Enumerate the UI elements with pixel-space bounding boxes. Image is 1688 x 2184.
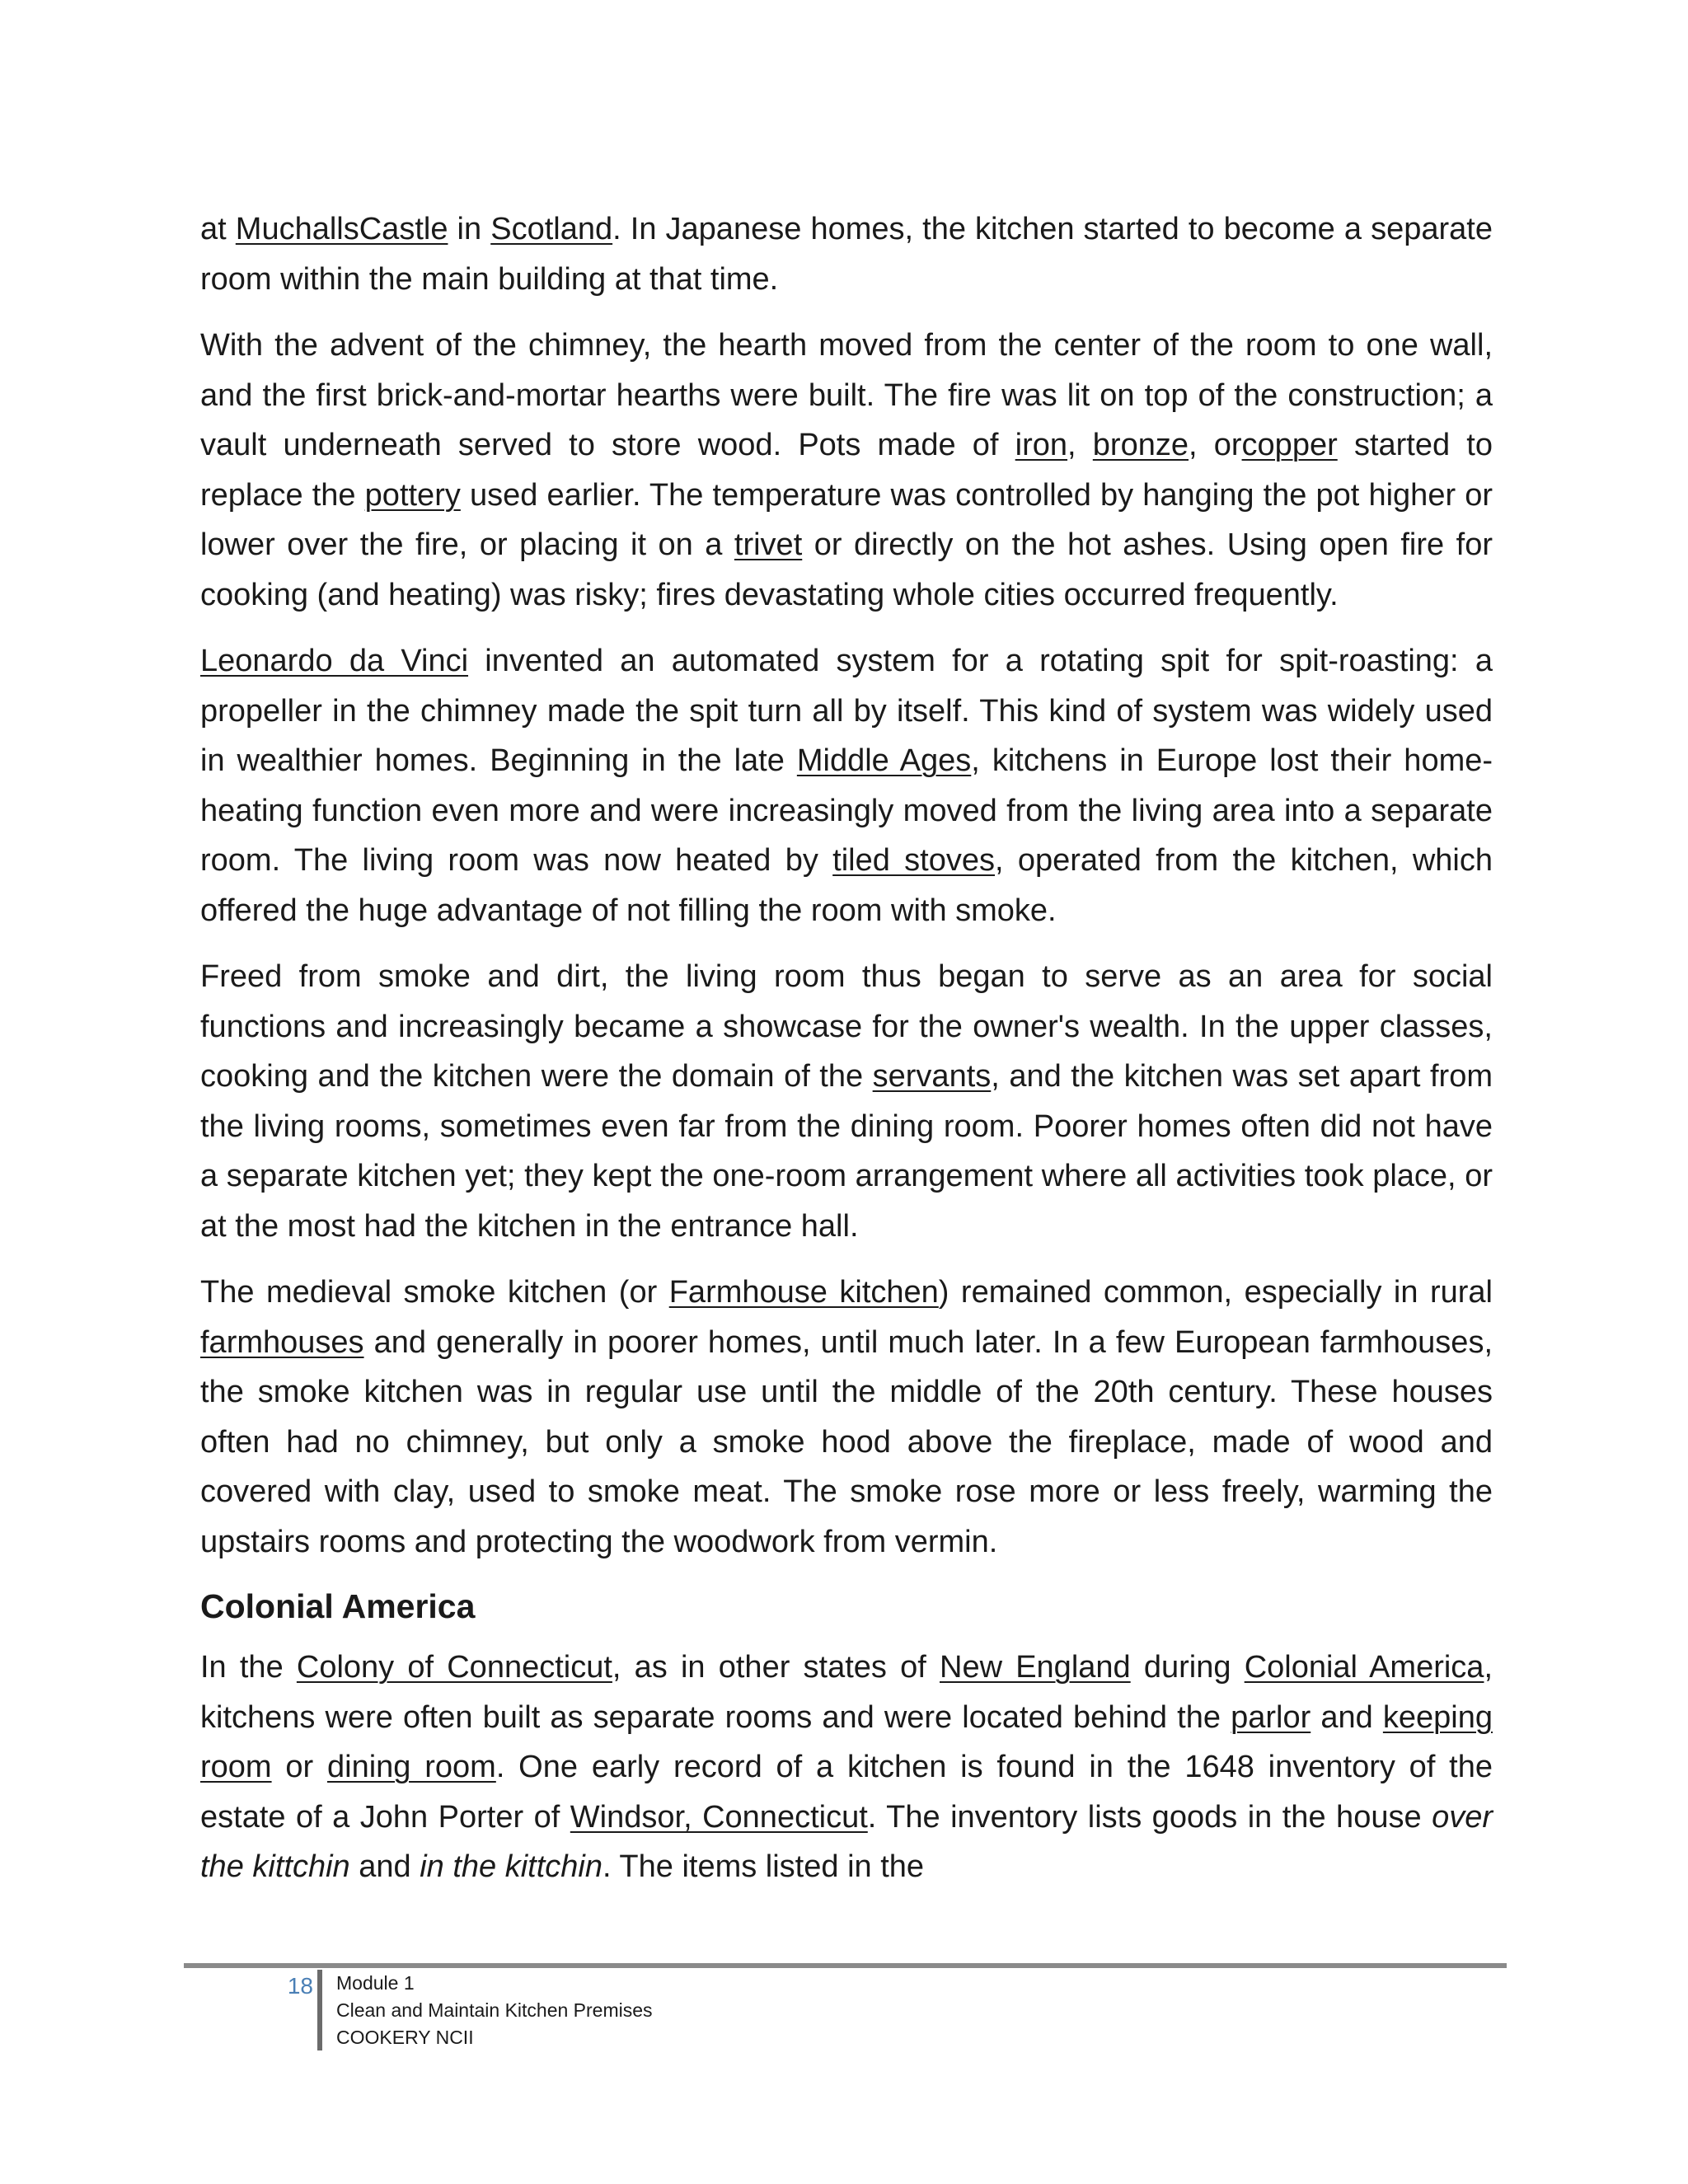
paragraph-5 [200,1268,1493,1567]
link-new-england[interactable]: New England [940,1650,1131,1685]
text: and [349,1849,420,1884]
text: . The inventory lists goods in the house [867,1799,1432,1835]
text: ) remained common, especially in rural [938,1275,1493,1310]
text: , as in other states of [612,1650,940,1685]
text: and [1311,1699,1383,1735]
text: . The items listed in the [602,1849,925,1884]
footer-module: Module 1 [336,1972,415,1994]
link-iron[interactable]: iron [1015,428,1068,462]
italic-phrase: over the kittchin [200,1799,1493,1884]
text: in [448,212,491,246]
link-farmhouse-kitchen[interactable]: Farmhouse kitchen [668,1275,939,1310]
text: or [271,1750,327,1784]
link-parlor[interactable]: parlor [1231,1699,1311,1735]
text: . One early record of a kitchen is found in the 1648 inventory of the estate of a John Porter of [200,1750,1493,1835]
text: , or [1189,428,1242,462]
link-copper[interactable]: copper [1241,428,1338,462]
text: With the advent of the chimney, the hearth moved from the center of the room to one wall, and the first brick-and-mortar hearths were built. The fire was lit on top of the construction; a vault underneath served to store wood. Pots made of [200,328,1493,462]
link-middle-ages[interactable]: Middle Ages [796,743,972,778]
italic-phrase: in the kittchin [420,1849,603,1884]
text: Freed from smoke and dirt, the living room thus began to serve as an area for social functions and increasingly became a showcase for the owner's wealth. In the upper classes, cooking and the kitchen were the domain of the [200,959,1493,1094]
link-pottery[interactable]: pottery [364,477,461,513]
link-windsor-connecticut[interactable]: Windsor, Connecticut [570,1799,868,1835]
text: , kitchens were often built as separate rooms and were located behind the [200,1650,1493,1735]
footer-course: COOKERY NCII [336,2027,474,2048]
text: . In Japanese homes, the kitchen started to become a separate room within the main building at that time. [200,212,1493,297]
paragraph-4 [200,952,1493,1251]
page-number: 18 [287,1973,313,1999]
link-bronze[interactable]: bronze [1092,428,1189,462]
link-servants[interactable]: servants [872,1059,992,1094]
link-colonial-america[interactable]: Colonial America [1244,1650,1484,1685]
link-trivet[interactable]: trivet [734,527,803,562]
link-colony-of-connecticut[interactable]: Colony of Connecticut [296,1650,612,1685]
footer-module-info [336,1970,653,2051]
text: The medieval smoke kitchen (or [200,1275,669,1310]
link-muchalls-castle[interactable]: MuchallsCastle [235,212,448,246]
text: , kitchens in Europe lost their home-heating function even more and were increasingly moved from the living area into a separate room. The living room was now heated by [200,743,1493,878]
text: started to replace the [200,428,1493,513]
link-keeping-room[interactable]: keeping room [200,1699,1493,1784]
text: invented an automated system for a rotating spit for spit-roasting: a propeller in the chimney made the spit turn all by itself. This kind of system was widely used in wealthier homes. Beginning in the late [200,644,1493,778]
text: used earlier. The temperature was controlled by hanging the pot higher or lower over the fire, or placing it on a [200,477,1493,562]
footer-vertical-bar [317,1970,322,2050]
link-leonardo-da-vinci[interactable]: Leonardo da Vinci [200,644,469,678]
footer-title: Clean and Maintain Kitchen Premises [336,1999,653,2021]
text: , operated from the kitchen, which offered the huge advantage of not filling the room with smoke. [200,843,1493,928]
link-dining-room[interactable]: dining room [327,1750,496,1784]
paragraph-1 [200,204,1493,304]
text: In the [200,1650,297,1685]
text: at [200,212,236,246]
paragraph-6 [200,1643,1493,1892]
paragraph-2 [200,321,1493,620]
link-scotland[interactable]: Scotland [490,212,613,246]
text: or directly on the hot ashes. Using open fire for cooking (and heating) was risky; fires devastating whole cities occurred frequently. [200,527,1493,612]
page-body [200,204,1493,1909]
section-heading: Colonial America [200,1587,476,1625]
link-tiled-stoves[interactable]: tiled stoves [832,843,995,878]
text: , [1067,428,1093,462]
text: and generally in poorer homes, until much later. In a few European farmhouses, the smoke kitchen was in regular use until the middle of the 20th century. These houses often had no chimney, but only a smoke hood above the fireplace, made of wood and covered with clay, used to smoke meat. The smoke rose more or less freely, warming the upstairs rooms and protecting the woodwork from vermin. [200,1324,1493,1559]
text: , and the kitchen was set apart from the living rooms, sometimes even far from the dining room. Poorer homes often did not have a separate kitchen yet; they kept the one-room arrangement where all activities took place, or at the most had the kitchen in the entrance hall. [200,1059,1493,1244]
footer-divider [184,1963,1507,1968]
link-farmhouses[interactable]: farmhouses [200,1324,364,1360]
text: during [1130,1650,1245,1685]
paragraph-3 [200,636,1493,935]
